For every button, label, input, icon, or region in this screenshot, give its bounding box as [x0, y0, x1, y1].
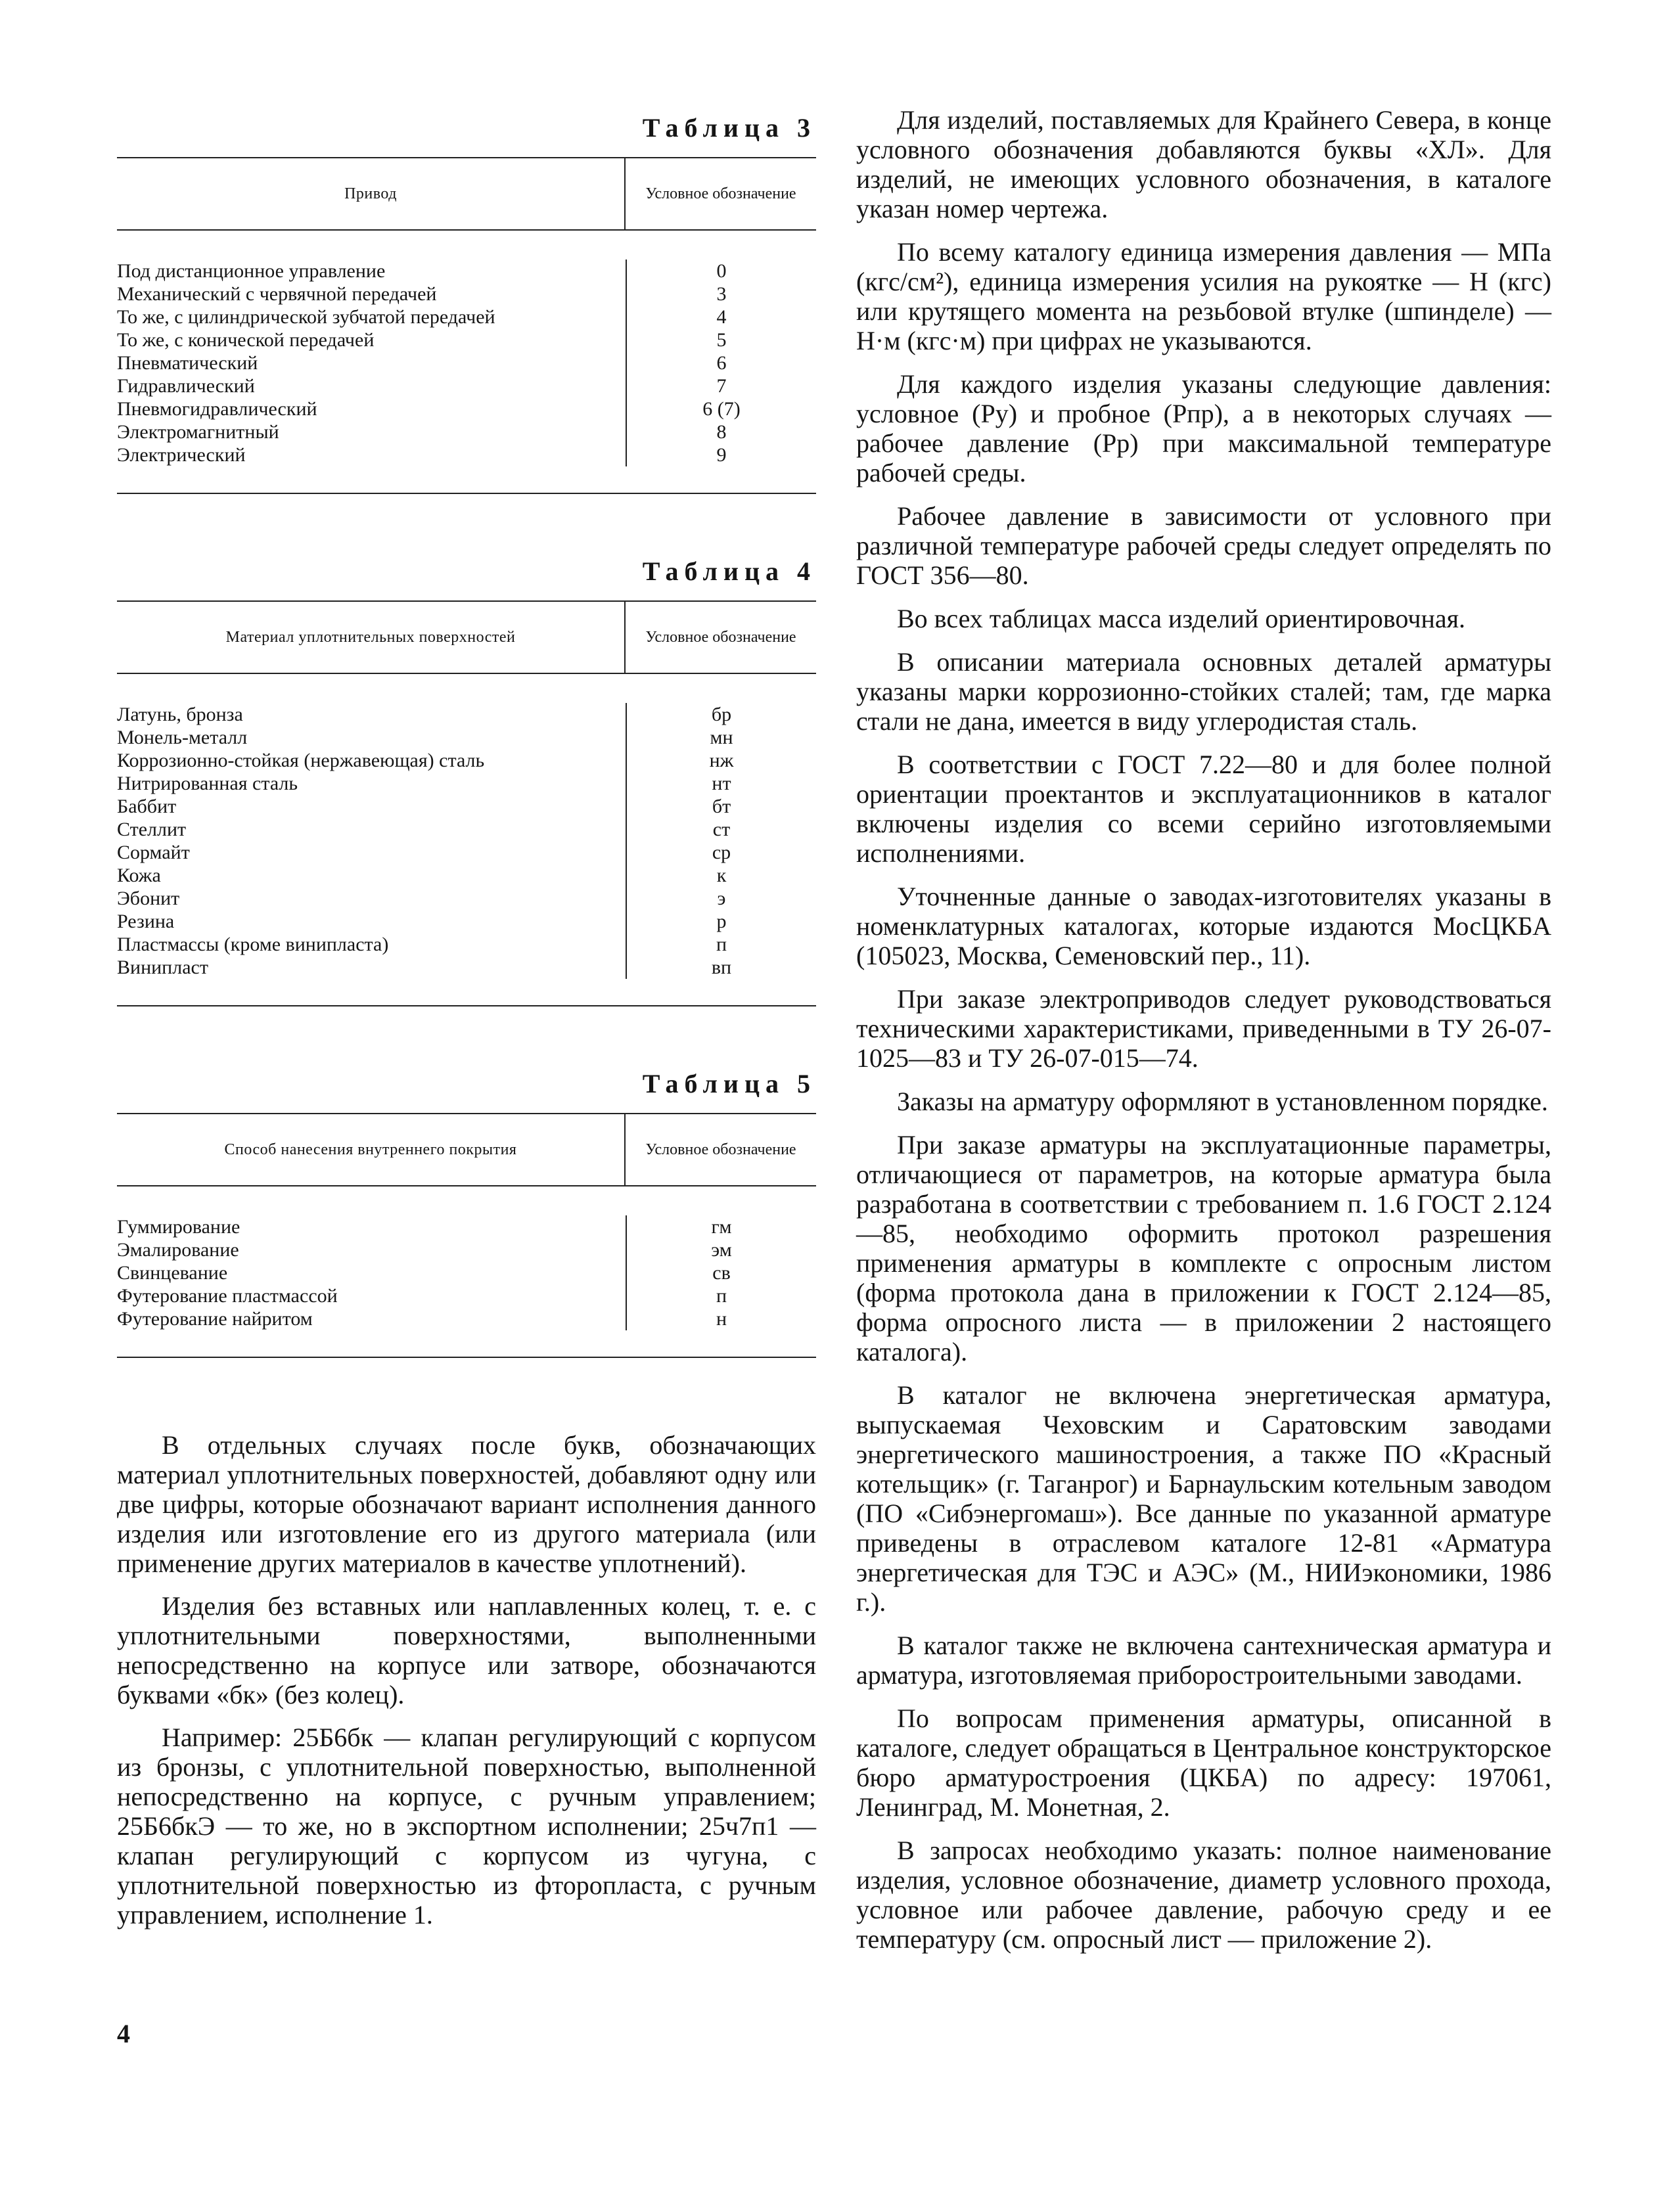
- table-row: [117, 1261, 816, 1284]
- table-cell-code: 5: [626, 328, 816, 351]
- table-5-header-designation: Условное обозначение: [624, 1114, 816, 1185]
- table-cell-name: Монель-металл: [117, 727, 248, 748]
- table-cell-code: 0: [626, 260, 816, 282]
- table-row: [117, 1307, 816, 1330]
- table-row: [117, 933, 816, 956]
- table-row: [117, 910, 816, 933]
- table-cell-code: 6 (7): [626, 397, 816, 420]
- table-cell-code: нж: [626, 749, 816, 772]
- table-row: [117, 328, 816, 351]
- table-4-caption: Таблица 4: [642, 556, 816, 586]
- table-4-header: [117, 602, 816, 674]
- table-cell-code: эм: [626, 1238, 816, 1261]
- table-cell-name: Электромагнитный: [117, 421, 279, 443]
- table-row: [117, 795, 816, 818]
- table-cell-name: Винипласт: [117, 957, 208, 978]
- table-cell-code: 3: [626, 282, 816, 305]
- table-cell-name: Резина: [117, 911, 175, 932]
- table-row: [117, 772, 816, 795]
- table-row: [117, 1238, 816, 1261]
- table-cell-name: Футерование пластмассой: [117, 1285, 338, 1307]
- table-3: [117, 108, 816, 494]
- table-cell-name: Латунь, бронза: [117, 704, 243, 725]
- table-row: [117, 397, 816, 420]
- table-cell-name: Под дистанционное управление: [117, 260, 386, 282]
- table-4-body: [117, 674, 816, 1005]
- table-5-body: [117, 1186, 816, 1357]
- table-4-header-material: Материал уплотнительных поверхностей: [225, 628, 516, 646]
- table-cell-code: к: [626, 864, 816, 887]
- paragraph: В запросах необходимо указать: полное наименование изделия, условное обозначение, диаметр условного прохода, условное или рабочее давление, рабочую среду и ее температуру (см. опросный лист — приложение 2).: [856, 1836, 1551, 1954]
- table-cell-code: 4: [626, 305, 816, 328]
- table-cell-code: 8: [626, 420, 816, 443]
- table-cell-name: Пневматический: [117, 352, 258, 374]
- table-cell-code: ср: [626, 841, 816, 864]
- table-cell-name: Механический с червячной передачей: [117, 283, 437, 305]
- table-cell-code: 6: [626, 351, 816, 374]
- table-cell-code: гм: [626, 1215, 816, 1238]
- page-number: 4: [117, 2019, 130, 2048]
- table-cell-name: То же, с конической передачей: [117, 329, 375, 351]
- table-cell-name: Пневмогидравлический: [117, 398, 317, 420]
- left-body-text: [117, 1430, 816, 1930]
- paragraph: При заказе арматуры на эксплуатационные параметры, отличающиеся от параметров, на которые арматура была разработана в соответствии с требованием п. 1.6 ГОСТ 2.124—85, необходимо оформить протокол разрешения применения арматуры в комплекте с опросным листом (форма протокола дана в приложении к ГОСТ 2.124—85, форма опросного листа — в приложении 2 настоящего каталога).: [856, 1130, 1551, 1366]
- paragraph: В соответствии с ГОСТ 7.22—80 и для более полной ориентации проектантов и эксплуатационников в каталог включены изделия со всеми серийно изготовляемыми исполнениями.: [856, 750, 1551, 868]
- table-4-header-designation: Условное обозначение: [624, 602, 816, 673]
- paragraph: Уточненные данные о заводах-изготовителях указаны в номенклатурных каталогах, которые издаются МосЦКБА (105023, Москва, Семеновский пер., 11).: [856, 882, 1551, 970]
- table-cell-name: То же, с цилиндрической зубчатой передачей: [117, 306, 495, 328]
- table-3-frame: [117, 157, 816, 494]
- table-3-header-designation: Условное обозначение: [624, 158, 816, 229]
- table-cell-name: Гидравлический: [117, 375, 255, 397]
- table-row: [117, 374, 816, 397]
- table-cell-code: э: [626, 887, 816, 910]
- table-cell-code: мн: [626, 726, 816, 749]
- paragraph: Во всех таблицах масса изделий ориентировочная.: [897, 604, 1466, 633]
- table-row: [117, 260, 816, 282]
- paragraph: В каталог также не включена сантехническая арматура и арматура, изготовляемая приборостроительными заводами.: [856, 1631, 1551, 1690]
- table-3-caption: Таблица 3: [642, 113, 816, 143]
- table-cell-code: ст: [626, 818, 816, 841]
- table-row: [117, 818, 816, 841]
- table-cell-name: Баббит: [117, 796, 177, 817]
- table-cell-code: вп: [626, 956, 816, 979]
- table-row: [117, 305, 816, 328]
- table-cell-name: Стеллит: [117, 819, 187, 840]
- table-row: [117, 1284, 816, 1307]
- table-row: [117, 749, 816, 772]
- paragraph: При заказе электроприводов следует руководствоваться техническими характеристиками, приведенными в ТУ 26-07-1025—83 и ТУ 26-07-015—74.: [856, 984, 1551, 1073]
- paragraph: В отдельных случаях после букв, обозначающих материал уплотнительных поверхностей, добавляют одну или две цифры, которые обозначают вариант исполнения данного изделия или изготовление его из другого материала (или применение других материалов в качестве уплотнений).: [117, 1430, 816, 1578]
- table-cell-name: Гуммирование: [117, 1216, 240, 1238]
- table-4: [117, 552, 816, 1006]
- table-row: [117, 420, 816, 443]
- table-row: [117, 282, 816, 305]
- table-5-header-coating: Способ нанесения внутреннего покрытия: [224, 1140, 517, 1158]
- table-3-header: [117, 158, 816, 231]
- table-5-frame: [117, 1113, 816, 1358]
- table-cell-code: р: [626, 910, 816, 933]
- table-cell-code: 9: [626, 443, 816, 466]
- paragraph: Для каждого изделия указаны следующие давления: условное (Pу) и пробное (Pпр), а в некоторых случаях — рабочее давление (Pр) при максимальной температуре рабочей среды.: [856, 369, 1551, 487]
- table-cell-code: н: [626, 1307, 816, 1330]
- table-3-header-drive: Привод: [344, 185, 397, 202]
- table-cell-name: Нитрированная сталь: [117, 773, 298, 794]
- table-row: [117, 443, 816, 466]
- table-row: [117, 864, 816, 887]
- table-cell-name: Эбонит: [117, 888, 180, 909]
- table-row: [117, 351, 816, 374]
- paragraph: Рабочее давление в зависимости от условного при различной температуре рабочей среды следует определять по ГОСТ 356—80.: [856, 501, 1551, 590]
- table-cell-name: Кожа: [117, 865, 161, 886]
- table-cell-name: Свинцевание: [117, 1262, 228, 1284]
- table-5: [117, 1064, 816, 1358]
- paragraph: Например: 25Б6бк — клапан регулирующий с корпусом из бронзы, с уплотнительной поверхностью, выполненной непосредственно на корпусе, с ручным управлением; 25Б6бкЭ — то же, но в экспортном исполнении; 25ч7п1 — клапан регулирующий с корпусом из чугуна, с уплотнительной поверхностью из фторопласта, с ручным управлением, исполнение 1.: [117, 1723, 816, 1930]
- right-column: [856, 105, 1551, 1968]
- table-cell-name: Сормайт: [117, 842, 190, 863]
- table-cell-code: бт: [626, 795, 816, 818]
- table-cell-code: нт: [626, 772, 816, 795]
- table-3-body: [117, 231, 816, 493]
- table-cell-code: св: [626, 1261, 816, 1284]
- table-cell-name: Электрический: [117, 444, 246, 466]
- paragraph: По всему каталогу единица измерения давления — МПа (кгс/см²), единица измерения усилия на рукоятке — Н (кгс) или крутящего момента на резьбовой втулке (шпинделе) — Н·м (кгс·м) при цифрах не указываются.: [856, 237, 1551, 355]
- table-cell-name: Пластмассы (кроме винипласта): [117, 934, 389, 955]
- table-row: [117, 703, 816, 726]
- paragraph: Заказы на арматуру оформляют в установленном порядке.: [897, 1087, 1548, 1116]
- table-row: [117, 1215, 816, 1238]
- table-cell-name: Футерование найритом: [117, 1308, 313, 1330]
- paragraph: Для изделий, поставляемых для Крайнего Севера, в конце условного обозначения добавляются буквы «ХЛ». Для изделий, не имеющих условного обозначения, в каталоге указан номер чертежа.: [856, 105, 1551, 223]
- table-row: [117, 887, 816, 910]
- table-4-frame: [117, 600, 816, 1006]
- table-cell-code: п: [626, 933, 816, 956]
- table-5-caption: Таблица 5: [642, 1069, 816, 1098]
- table-cell-code: п: [626, 1284, 816, 1307]
- paragraph: Изделия без вставных или наплавленных колец, т. е. с уплотнительными поверхностями, выполненными непосредственно на корпусе или затворе, обозначаются буквами «бк» (без колец).: [117, 1591, 816, 1709]
- paragraph: В описании материала основных деталей арматуры указаны марки коррозионно-стойких сталей; там, где марка стали не дана, имеется в виду углеродистая сталь.: [856, 647, 1551, 736]
- table-row: [117, 956, 816, 979]
- table-cell-name: Эмалирование: [117, 1239, 239, 1261]
- left-column: [117, 108, 816, 1943]
- table-cell-name: Коррозионно-стойкая (нержавеющая) сталь: [117, 750, 485, 771]
- table-cell-code: 7: [626, 374, 816, 397]
- table-cell-code: бр: [626, 703, 816, 726]
- paragraph: По вопросам применения арматуры, описанной в каталоге, следует обращаться в Центральное конструкторское бюро арматуростроения (ЦКБА) по адресу: 197061, Ленинград, М. Монетная, 2.: [856, 1704, 1551, 1822]
- paragraph: В каталог не включена энергетическая арматура, выпускаемая Чеховским и Саратовским заводами энергетического машиностроения, а также ПО «Красный котельщик» (г. Таганрог) и Барнаульским котельным заводом (ПО «Сибэнергомаш»). Все данные по указанной арматуре приведены в отраслевом каталоге 12-81 «Арматура энергетическая для ТЭС и АЭС» (М., НИИэкономики, 1986 г.).: [856, 1380, 1551, 1617]
- table-row: [117, 726, 816, 749]
- table-5-header: [117, 1114, 816, 1186]
- table-row: [117, 841, 816, 864]
